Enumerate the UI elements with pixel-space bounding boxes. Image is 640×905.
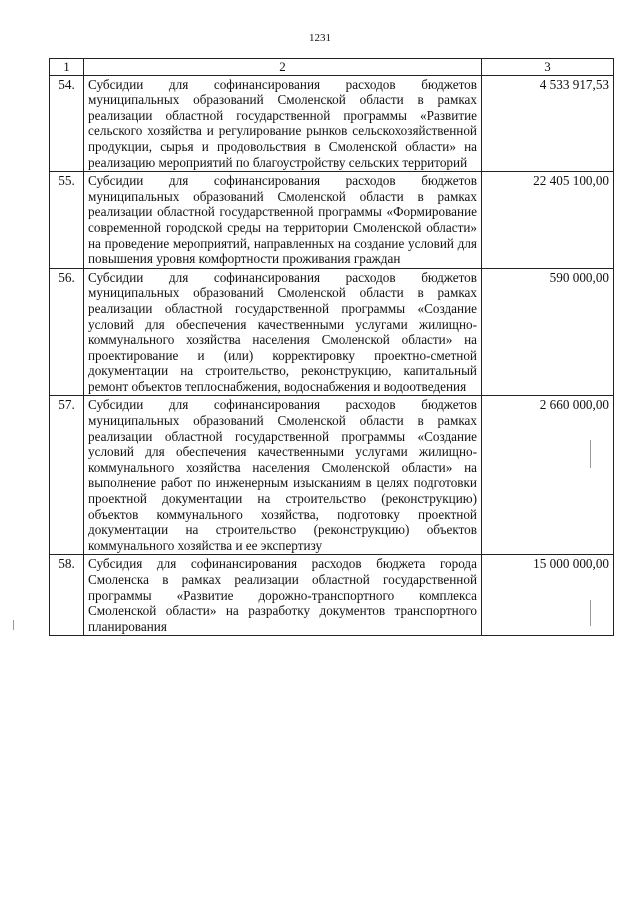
row-number: 58. [50,555,84,636]
table-row [50,75,614,172]
row-amount: 15 000 000,00 [482,555,614,636]
header-col-2: 2 [84,59,482,76]
table-row [50,555,614,636]
row-number: 54. [50,75,84,172]
row-description: Субсидии для софинансирования расходов бюджетов муниципальных образований Смоленской области в рамках реализации областной государственной программы «Создание условий для обеспечения качественными услугами жилищно-коммунального хозяйства населения Смоленской области» на выполнение работ по инженерным изысканиям в целях подготовки проектной документации на строительство (реконструкцию) объектов коммунального хозяйства, подготовку проектной документации на строительство (реконструкцию) объектов коммунального хозяйства и ее экспертизу [84,396,482,555]
scan-mark [590,600,591,626]
row-description: Субсидия для софинансирования расходов бюджета города Смоленска в рамках реализации областной государственной программы «Развитие дорожно-транспортного комплекса Смоленской области» на разработку документов транспортного планирования [84,555,482,636]
table-header [50,59,614,76]
table-row [50,268,614,396]
header-col-3: 3 [482,59,614,76]
row-description: Субсидии для софинансирования расходов бюджетов муниципальных образований Смоленской области в рамках реализации областной государственной программы «Создание условий для обеспечения качественными услугами жилищно-коммунального хозяйства населения Смоленской области» на проектирование и (или) корректировку проектно-сметной документации на строительство, реконструкцию, капитальный ремонт объектов теплоснабжения, водоснабжения и водоотведения [84,268,482,396]
row-description: Субсидии для софинансирования расходов бюджетов муниципальных образований Смоленской области в рамках реализации областной государственной программы «Развитие сельского хозяйства и регулирование рынков сельскохозяйственной продукции, сырья и продовольствия в Смоленской области» на реализацию мероприятий по благоустройству сельских территорий [84,75,482,172]
row-description: Субсидии для софинансирования расходов бюджетов муниципальных образований Смоленской области в рамках реализации областной государственной программы «Формирование современной городской среды на территории Смоленской области» на проведение мероприятий, направленных на создание условий для повышения уровня комфортности проживания граждан [84,172,482,269]
table-row [50,172,614,269]
page-number: 1231 [309,32,331,44]
row-number: 57. [50,396,84,555]
scan-mark [590,440,591,468]
row-amount: 22 405 100,00 [482,172,614,269]
header-row [50,59,614,76]
row-amount: 2 660 000,00 [482,396,614,555]
scan-mark [13,620,14,630]
table-row [50,396,614,555]
header-col-1: 1 [50,59,84,76]
row-number: 56. [50,268,84,396]
row-number: 55. [50,172,84,269]
budget-table [49,58,614,636]
table-body [50,75,614,636]
row-amount: 590 000,00 [482,268,614,396]
row-amount: 4 533 917,53 [482,75,614,172]
